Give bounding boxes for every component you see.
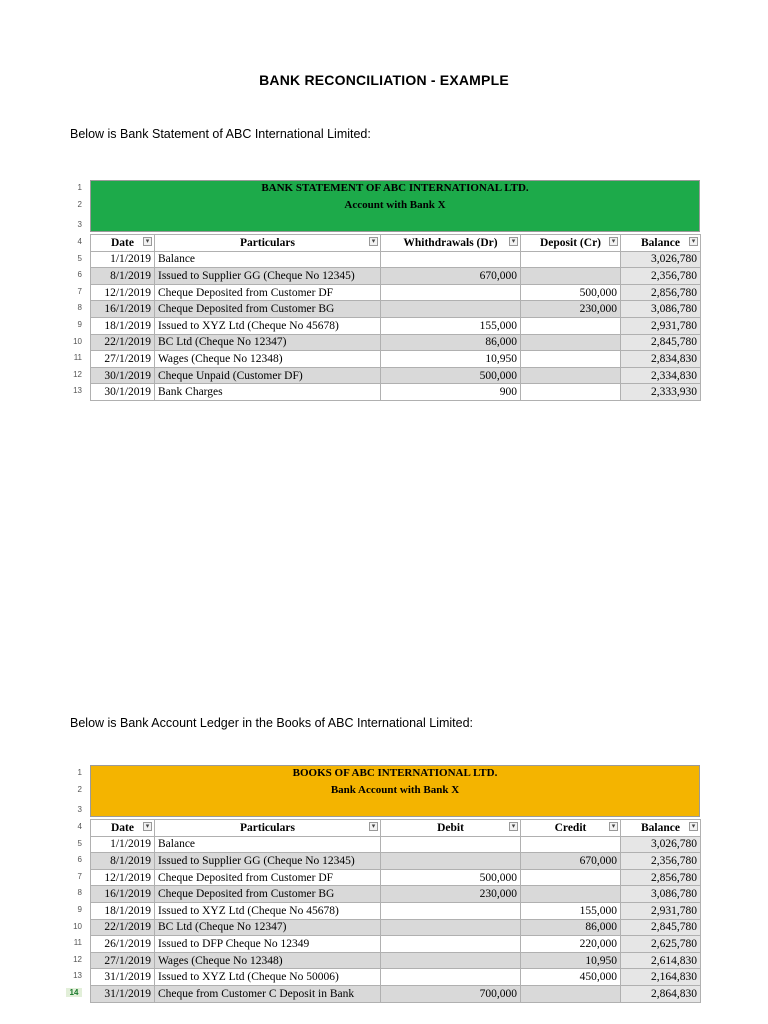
debit-cell[interactable]: 700,000 — [381, 985, 521, 1002]
statement-body — [91, 251, 701, 400]
row-number[interactable]: 8 — [77, 888, 82, 898]
credit-cell[interactable] — [521, 251, 621, 268]
particulars-cell[interactable]: Cheque Deposited from Customer BG — [155, 301, 381, 318]
header-label: Whithdrawals (Dr) — [403, 236, 498, 249]
table-row — [91, 317, 701, 334]
row-number[interactable]: 8 — [77, 303, 82, 313]
balance-cell[interactable]: 3,026,780 — [621, 251, 701, 268]
balance-cell[interactable]: 2,856,780 — [621, 869, 701, 886]
date-cell[interactable]: 31/1/2019 — [91, 985, 155, 1002]
debit-cell[interactable] — [381, 836, 521, 853]
document-title: BANK RECONCILIATION - EXAMPLE — [259, 72, 509, 88]
header-label: Balance — [641, 821, 680, 834]
balance-cell[interactable]: 2,333,930 — [621, 384, 701, 401]
header-label: Debit — [437, 821, 464, 834]
credit-cell[interactable]: 155,000 — [521, 902, 621, 919]
row-number[interactable]: 1 — [77, 768, 82, 777]
debit-cell[interactable] — [381, 251, 521, 268]
ledger-caption: Below is Bank Account Ledger in the Books of ABC International Limited: — [70, 716, 474, 730]
credit-cell[interactable] — [521, 869, 621, 886]
table-row — [91, 869, 701, 886]
header-label: Date — [111, 821, 134, 834]
ledger-header-balance[interactable] — [621, 820, 701, 837]
credit-cell[interactable]: 86,000 — [521, 919, 621, 936]
header-label: Deposit (Cr) — [540, 236, 601, 249]
table-row — [91, 936, 701, 953]
filter-dropdown-icon[interactable]: ▾ — [143, 822, 152, 831]
date-cell[interactable]: 16/1/2019 — [91, 301, 155, 318]
debit-cell[interactable] — [381, 301, 521, 318]
row-number[interactable]: 6 — [77, 270, 82, 280]
ledger-header-credit[interactable] — [521, 820, 621, 837]
row-number[interactable]: 3 — [77, 805, 82, 814]
balance-cell[interactable]: 2,356,780 — [621, 853, 701, 870]
statement-header-withdrawals[interactable] — [381, 235, 521, 252]
particulars-cell[interactable]: Issued to XYZ Ltd (Cheque No 45678) — [155, 902, 381, 919]
table-row — [91, 268, 701, 285]
credit-cell[interactable] — [521, 351, 621, 368]
balance-cell[interactable]: 2,334,830 — [621, 367, 701, 384]
balance-cell[interactable]: 2,845,780 — [621, 334, 701, 351]
date-cell[interactable]: 30/1/2019 — [91, 367, 155, 384]
credit-cell[interactable] — [521, 367, 621, 384]
row-number[interactable]: 1 — [77, 183, 82, 192]
ledger-header-date[interactable] — [91, 820, 155, 837]
credit-cell[interactable] — [521, 268, 621, 285]
ledger-header-debit[interactable] — [381, 820, 521, 837]
balance-cell[interactable]: 2,356,780 — [621, 268, 701, 285]
table-row — [91, 351, 701, 368]
debit-cell[interactable]: 670,000 — [381, 268, 521, 285]
date-cell[interactable]: 31/1/2019 — [91, 969, 155, 986]
table-row — [91, 836, 701, 853]
credit-cell[interactable]: 230,000 — [521, 301, 621, 318]
header-label: Particulars — [240, 821, 295, 834]
particulars-cell[interactable]: Wages (Cheque No 12348) — [155, 351, 381, 368]
filter-dropdown-icon[interactable]: ▾ — [689, 822, 698, 831]
credit-cell[interactable] — [521, 334, 621, 351]
debit-cell[interactable]: 10,950 — [381, 351, 521, 368]
date-cell[interactable]: 22/1/2019 — [91, 919, 155, 936]
ledger-table — [90, 819, 701, 1003]
statement-header-date[interactable] — [91, 235, 155, 252]
statement-banner — [90, 180, 700, 232]
date-cell[interactable]: 16/1/2019 — [91, 886, 155, 903]
ledger-header-row — [91, 820, 701, 837]
row-number[interactable]: 5 — [77, 838, 82, 848]
table-row — [91, 886, 701, 903]
particulars-cell[interactable]: Cheque Unpaid (Customer DF) — [155, 367, 381, 384]
date-cell[interactable]: 12/1/2019 — [91, 284, 155, 301]
row-number[interactable]: 4 — [77, 822, 82, 831]
filter-dropdown-icon[interactable]: ▾ — [609, 822, 618, 831]
table-row — [91, 334, 701, 351]
debit-cell[interactable]: 86,000 — [381, 334, 521, 351]
table-row — [91, 969, 701, 986]
particulars-cell[interactable]: Issued to XYZ Ltd (Cheque No 45678) — [155, 317, 381, 334]
row-number[interactable]: 4 — [77, 237, 82, 246]
row-number[interactable]: 12 — [73, 369, 82, 379]
credit-cell[interactable] — [521, 985, 621, 1002]
debit-cell[interactable] — [381, 969, 521, 986]
row-number[interactable]: 10 — [73, 921, 82, 931]
balance-cell[interactable]: 2,164,830 — [621, 969, 701, 986]
header-label: Date — [111, 236, 134, 249]
credit-cell[interactable]: 10,950 — [521, 952, 621, 969]
credit-cell[interactable]: 450,000 — [521, 969, 621, 986]
balance-cell[interactable]: 2,845,780 — [621, 919, 701, 936]
debit-cell[interactable] — [381, 284, 521, 301]
date-cell[interactable]: 1/1/2019 — [91, 836, 155, 853]
date-cell[interactable]: 12/1/2019 — [91, 869, 155, 886]
row-number[interactable]: 2 — [77, 200, 82, 209]
debit-cell[interactable] — [381, 902, 521, 919]
particulars-cell[interactable]: BC Ltd (Cheque No 12347) — [155, 919, 381, 936]
debit-cell[interactable]: 155,000 — [381, 317, 521, 334]
debit-cell[interactable]: 500,000 — [381, 367, 521, 384]
debit-cell[interactable]: 900 — [381, 384, 521, 401]
date-cell[interactable]: 27/1/2019 — [91, 952, 155, 969]
header-label: Particulars — [240, 236, 295, 249]
row-number[interactable]: 7 — [77, 286, 82, 296]
particulars-cell[interactable]: Cheque from Customer C Deposit in Bank — [155, 985, 381, 1002]
credit-cell[interactable] — [521, 317, 621, 334]
table-row — [91, 952, 701, 969]
statement-banner-title: BANK STATEMENT OF ABC INTERNATIONAL LTD. — [261, 182, 529, 194]
debit-cell[interactable]: 230,000 — [381, 886, 521, 903]
particulars-cell[interactable]: Issued to Supplier GG (Cheque No 12345) — [155, 853, 381, 870]
date-cell[interactable]: 27/1/2019 — [91, 351, 155, 368]
bank-statement-sheet — [70, 180, 700, 402]
particulars-cell[interactable]: Bank Charges — [155, 384, 381, 401]
header-label: Balance — [641, 236, 680, 249]
ledger-header-particulars[interactable] — [155, 820, 381, 837]
date-cell[interactable]: 1/1/2019 — [91, 251, 155, 268]
row-number[interactable]: 13 — [73, 386, 82, 396]
balance-cell[interactable]: 2,834,830 — [621, 351, 701, 368]
row-number[interactable]: 14 — [66, 988, 82, 997]
particulars-cell[interactable]: Wages (Cheque No 12348) — [155, 952, 381, 969]
credit-cell[interactable]: 500,000 — [521, 284, 621, 301]
balance-cell[interactable]: 2,864,830 — [621, 985, 701, 1002]
credit-cell[interactable] — [521, 384, 621, 401]
particulars-cell[interactable]: Issued to DFP Cheque No 12349 — [155, 936, 381, 953]
date-cell[interactable]: 18/1/2019 — [91, 902, 155, 919]
particulars-cell[interactable]: Cheque Deposited from Customer DF — [155, 284, 381, 301]
filter-dropdown-icon[interactable]: ▾ — [509, 822, 518, 831]
row-number[interactable]: 9 — [77, 320, 82, 329]
row-number[interactable]: 2 — [77, 785, 82, 794]
row-number[interactable]: 9 — [77, 905, 82, 914]
row-number[interactable]: 3 — [77, 220, 82, 229]
ledger-body — [91, 836, 701, 1002]
date-cell[interactable]: 18/1/2019 — [91, 317, 155, 334]
particulars-cell[interactable]: Issued to XYZ Ltd (Cheque No 50006) — [155, 969, 381, 986]
credit-cell[interactable]: 670,000 — [521, 853, 621, 870]
balance-cell[interactable]: 2,625,780 — [621, 936, 701, 953]
balance-cell[interactable]: 3,086,780 — [621, 301, 701, 318]
balance-cell[interactable]: 2,931,780 — [621, 317, 701, 334]
date-cell[interactable]: 26/1/2019 — [91, 936, 155, 953]
row-number[interactable]: 11 — [73, 353, 82, 363]
header-label: Credit — [554, 821, 587, 834]
statement-header-particulars[interactable] — [155, 235, 381, 252]
table-row — [91, 853, 701, 870]
filter-dropdown-icon[interactable]: ▾ — [369, 237, 378, 246]
date-cell[interactable]: 8/1/2019 — [91, 268, 155, 285]
table-row — [91, 367, 701, 384]
debit-cell[interactable] — [381, 919, 521, 936]
table-row — [91, 902, 701, 919]
table-row — [91, 384, 701, 401]
statement-caption: Below is Bank Statement of ABC International Limited: — [70, 127, 371, 141]
date-cell[interactable]: 22/1/2019 — [91, 334, 155, 351]
filter-dropdown-icon[interactable]: ▾ — [609, 237, 618, 246]
particulars-cell[interactable]: Issued to Supplier GG (Cheque No 12345) — [155, 268, 381, 285]
balance-cell[interactable]: 2,931,780 — [621, 902, 701, 919]
table-row — [91, 985, 701, 1002]
row-number[interactable]: 7 — [77, 871, 82, 881]
table-row — [91, 251, 701, 268]
debit-cell[interactable] — [381, 952, 521, 969]
balance-cell[interactable]: 3,086,780 — [621, 886, 701, 903]
balance-cell[interactable]: 2,856,780 — [621, 284, 701, 301]
filter-dropdown-icon[interactable]: ▾ — [689, 237, 698, 246]
date-cell[interactable]: 30/1/2019 — [91, 384, 155, 401]
table-row — [91, 301, 701, 318]
row-number[interactable]: 6 — [77, 855, 82, 865]
table-row — [91, 919, 701, 936]
filter-dropdown-icon[interactable]: ▾ — [143, 237, 152, 246]
table-row — [91, 284, 701, 301]
statement-table — [90, 234, 701, 401]
row-number[interactable]: 10 — [73, 336, 82, 346]
particulars-cell[interactable]: Cheque Deposited from Customer DF — [155, 869, 381, 886]
statement-header-row — [91, 235, 701, 252]
row-number[interactable]: 12 — [73, 954, 82, 964]
date-cell[interactable]: 8/1/2019 — [91, 853, 155, 870]
row-number[interactable]: 13 — [73, 971, 82, 981]
statement-header-balance[interactable] — [621, 235, 701, 252]
particulars-cell[interactable]: BC Ltd (Cheque No 12347) — [155, 334, 381, 351]
ledger-banner — [90, 765, 700, 817]
statement-header-deposit[interactable] — [521, 235, 621, 252]
balance-cell[interactable]: 3,026,780 — [621, 836, 701, 853]
credit-cell[interactable]: 220,000 — [521, 936, 621, 953]
credit-cell[interactable] — [521, 836, 621, 853]
credit-cell[interactable] — [521, 886, 621, 903]
filter-dropdown-icon[interactable]: ▾ — [369, 822, 378, 831]
particulars-cell[interactable]: Cheque Deposited from Customer BG — [155, 886, 381, 903]
bank-ledger-sheet — [70, 765, 700, 1005]
debit-cell[interactable] — [381, 853, 521, 870]
statement-banner-subtitle: Account with Bank X — [344, 199, 446, 211]
ledger-banner-subtitle: Bank Account with Bank X — [330, 784, 460, 796]
particulars-cell[interactable]: Balance — [155, 251, 381, 268]
row-number[interactable]: 11 — [73, 938, 82, 948]
row-number[interactable]: 5 — [77, 253, 82, 263]
debit-cell[interactable]: 500,000 — [381, 869, 521, 886]
balance-cell[interactable]: 2,614,830 — [621, 952, 701, 969]
particulars-cell[interactable]: Balance — [155, 836, 381, 853]
debit-cell[interactable] — [381, 936, 521, 953]
filter-dropdown-icon[interactable]: ▾ — [509, 237, 518, 246]
ledger-banner-title: BOOKS OF ABC INTERNATIONAL LTD. — [292, 767, 498, 779]
